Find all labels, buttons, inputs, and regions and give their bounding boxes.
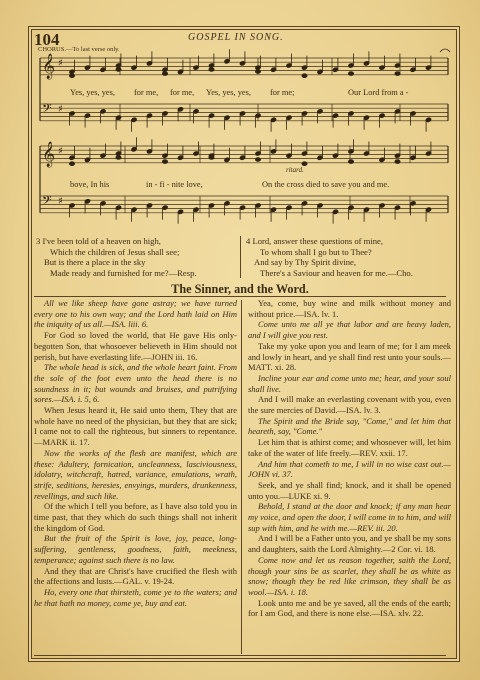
bottom-rule bbox=[34, 655, 446, 656]
scripture-paragraph: Look unto me and be ye saved, all the ends of the earth; for I am God, and there is none else.—ISA. xlv. 22. bbox=[248, 597, 451, 619]
scripture-column-left bbox=[34, 298, 237, 608]
music-mark bbox=[255, 158, 260, 162]
lyric-syllable: for me; bbox=[270, 88, 295, 97]
chorus-instruction: CHORUS.—To last verse only. bbox=[38, 46, 120, 53]
verse-line: 4 Lord, answer these questions of mine, bbox=[246, 236, 383, 246]
scripture-paragraph: Ho, every one that thirsteth, come ye to the waters; and he that hath no money, come ye, buy and eat. bbox=[34, 586, 237, 608]
scripture-paragraph: Come unto me all ye that labor and are heavy laden, and I will give you rest. bbox=[248, 319, 451, 341]
scripture-paragraph: When Jesus heard it, He said unto them, They that are whole have no need of the physician, but they that are sick; I came not to call the righteous, but sinners to repentance. —MARK ii. 17. bbox=[34, 405, 237, 448]
lyric-syllable: Our Lord from a - bbox=[348, 88, 409, 97]
music-mark bbox=[302, 74, 307, 78]
verse-divider bbox=[240, 236, 241, 278]
section-title: The Sinner, and the Word. bbox=[171, 282, 309, 296]
verse-4 bbox=[246, 236, 413, 278]
verse-3 bbox=[36, 236, 197, 278]
title-rule bbox=[34, 296, 446, 297]
scripture-paragraph: Incline your ear and come unto me; hear, and your soul shall live. bbox=[248, 372, 451, 394]
music-mark: ♯ bbox=[58, 104, 63, 115]
scripture-paragraph: Seek, and ye shall find; knock, and it shall be opened unto you.—LUKE xi. 9. bbox=[248, 479, 451, 501]
scripture-paragraph: Let him that is athirst come; and whosoever will, let him take of the water of life freely.—REV. xxii. 17. bbox=[248, 437, 451, 458]
scripture-paragraph: The Spirit and the Bride say, "Come," and let him that heareth, say, "Come." bbox=[248, 415, 451, 437]
music-mark: ♯ bbox=[58, 146, 63, 157]
verse-line: And say by Thy Spirit divine, bbox=[254, 257, 357, 267]
scripture-paragraph: Now the works of the flesh are manifest, which are these: Adultery, fornication, uncleanness, lasciviousness, idolatry, witchcraft, hatred, variance, emulations, wrath, strife, seditions, heresies, envyings, murders, drunkenness, revellings, and such like. bbox=[34, 447, 237, 501]
scripture-paragraph: The whole head is sick, and the whole heart faint. From the sole of the foot even unto the head there is no soundness in it; but wounds and bruises, and putrifying sores.—ISA. i. 5, 6. bbox=[34, 362, 237, 405]
tempo-marking: ritard. bbox=[286, 166, 304, 174]
lyric-syllable: On the cross died to save you and me. bbox=[262, 180, 390, 189]
verse-line: Made ready and furnished for me?—Resp. bbox=[50, 267, 197, 278]
music-mark bbox=[395, 72, 400, 76]
scripture-paragraph: Yea, come, buy wine and milk without money and without price.—ISA. lv. 1. bbox=[248, 298, 451, 319]
lyric-syllable: for me, bbox=[170, 88, 195, 97]
music-mark bbox=[209, 68, 214, 72]
lyric-syllable: bove, In his bbox=[70, 180, 110, 189]
scripture-paragraph: Behold, I stand at the door and knock; if any man hear my voice, and open the door, I will come in to him, and will sup with him, and he with me.—REV. iii. 20. bbox=[248, 501, 451, 533]
scripture-paragraph: For God so loved the world, that He gave His only-begotten Son, that whosoever believeth in Him should not perish, but have everlasting life.—JOHN iii. 16. bbox=[34, 330, 237, 362]
music-mark: 𝄞 bbox=[42, 54, 56, 79]
scripture-paragraph: All we like sheep have gone astray; we have turned every one to his own way; and the Lord hath laid on Him the iniquity of us all.—ISA. liii. 6. bbox=[34, 298, 237, 330]
music-mark bbox=[69, 162, 74, 166]
lyric-syllable: for me, bbox=[134, 88, 159, 97]
music-mark bbox=[162, 160, 167, 164]
verse-line: But is there a place in the sky bbox=[44, 257, 146, 267]
lyric-syllable: Yes, yes, yes, bbox=[70, 88, 115, 97]
verse-line: 3 I've been told of a heaven on high, bbox=[36, 236, 161, 246]
running-title: GOSPEL IN SONG. bbox=[188, 32, 284, 43]
music-mark bbox=[348, 72, 353, 76]
scripture-paragraph: And I will be a Father unto you, and ye shall be my sons and daughters, saith the Lord Almighty.—2 Cor. vi. 18. bbox=[248, 533, 451, 555]
scripture-paragraph: But the fruit of the Spirit is love, joy, peace, long-suffering, gentleness, goodness, faith, meekness, temperance; against such there is no law. bbox=[34, 533, 237, 565]
music-mark bbox=[395, 160, 400, 164]
music-mark bbox=[69, 74, 74, 78]
scripture-column-right bbox=[248, 298, 451, 619]
column-divider bbox=[241, 300, 242, 654]
music-mark bbox=[116, 156, 121, 160]
music-mark bbox=[116, 68, 121, 72]
scripture-paragraph: And they that are Christ's have crucified the flesh with the affections and lusts.—GAL. v. 19-24. bbox=[34, 565, 237, 587]
scripture-paragraph: Of the which I tell you before, as I have also told you in time past, that they which do such things shall not inherit the kingdom of God. bbox=[34, 501, 237, 533]
music-mark bbox=[162, 72, 167, 76]
sheet-music bbox=[0, 0, 480, 240]
lyric-syllable: Yes, yes, yes, bbox=[206, 88, 251, 97]
scripture-paragraph: And him that cometh to me, I will in no wise cast out.—JOHN vi. 37. bbox=[248, 458, 451, 480]
scripture-paragraph: Take my yoke upon you and learn of me; for I am meek and lowly in heart, and ye shall find rest unto your souls.—MATT. xi. 28. bbox=[248, 340, 451, 373]
page-number: 104 bbox=[34, 30, 60, 49]
verse-line: Which the children of Jesus shall see; bbox=[50, 246, 180, 257]
music-mark: ♯ bbox=[58, 58, 63, 69]
scripture-paragraph: Come now and let us reason together, saith the Lord, though your sins be as scarlet, they shall be as white as snow; though they be red like crimson, they shall be as wool.—ISA. i. 18. bbox=[248, 554, 451, 597]
music-mark: 𝄢 bbox=[42, 193, 52, 211]
music-mark bbox=[440, 49, 450, 52]
music-mark: 𝄢 bbox=[42, 101, 52, 119]
lyric-syllable: in - fi - nite love, bbox=[146, 180, 203, 189]
music-mark bbox=[209, 156, 214, 160]
music-mark bbox=[348, 160, 353, 164]
scripture-paragraph: And I will make an everlasting covenant with you, even the sure mercies of David.—ISA. lv. 3. bbox=[248, 394, 451, 416]
music-mark bbox=[255, 70, 260, 74]
music-mark: 𝄞 bbox=[42, 142, 56, 167]
verse-line: There's a Saviour and heaven for me.—Cho. bbox=[260, 267, 413, 278]
music-mark: ♯ bbox=[58, 196, 63, 207]
verse-line: To whom shall I go but to Thee? bbox=[260, 246, 372, 257]
